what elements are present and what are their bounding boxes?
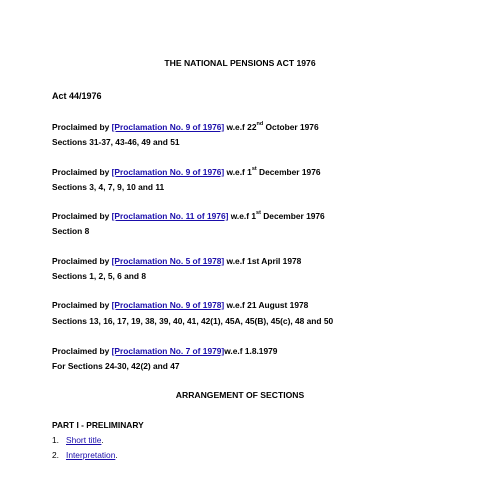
proclamation-prefix: Proclaimed by: [52, 300, 112, 310]
list-item: [52, 435, 104, 445]
proclamation-link[interactable]: [Proclamation No. 11 of 1976]: [111, 211, 229, 221]
proclamation-date: w.e.f 1.8.1979: [224, 346, 278, 356]
proclamation-date-rest: December 1976: [256, 167, 321, 177]
list-punct: .: [115, 450, 118, 460]
proclamation-line: [52, 122, 319, 132]
proclamation-date: w.e.f 1: [224, 167, 252, 177]
proclamation-line: [52, 300, 308, 310]
list-item: [52, 450, 118, 460]
proclamation-sections: Sections 31-37, 43-46, 49 and 51: [52, 137, 180, 147]
proclamation-link[interactable]: [Proclamation No. 5 of 1978]: [111, 256, 225, 266]
proclamation-link[interactable]: [Proclamation No. 9 of 1976]: [111, 122, 225, 132]
proclamation-prefix: Proclaimed by: [52, 211, 112, 221]
proclamation-link[interactable]: [Proclamation No. 7 of 1979]: [111, 346, 225, 356]
proclamation-prefix: Proclaimed by: [52, 122, 112, 132]
proclamation-line: [52, 211, 325, 221]
proclamation-sections: Sections 1, 2, 5, 6 and 8: [52, 271, 147, 281]
list-punct: .: [101, 435, 104, 445]
proclamation-sections: For Sections 24-30, 42(2) and 47: [52, 361, 180, 371]
part-heading: PART I - PRELIMINARY: [52, 420, 144, 430]
date-superscript: nd: [256, 121, 264, 127]
proclamation-date-rest: December 1976: [260, 211, 325, 221]
date-superscript: st: [256, 210, 261, 216]
proclamation-link[interactable]: [Proclamation No. 9 of 1978]: [111, 300, 225, 310]
act-number: Act 44/1976: [52, 91, 102, 101]
document-title: THE NATIONAL PENSIONS ACT 1976: [164, 58, 316, 68]
proclamation-line: [52, 256, 301, 266]
proclamation-date-rest: October 1976: [263, 122, 319, 132]
section-link-short-title[interactable]: Short title: [66, 435, 102, 445]
proclamation-date: w.e.f 22: [224, 122, 257, 132]
proclamation-sections: Section 8: [52, 226, 90, 236]
proclamation-sections: Sections 3, 4, 7, 9, 10 and 11: [52, 182, 165, 192]
proclamation-prefix: Proclaimed by: [52, 256, 112, 266]
proclamation-prefix: Proclaimed by: [52, 167, 112, 177]
proclamation-date: w.e.f 1: [228, 211, 257, 221]
date-superscript: st: [251, 166, 257, 172]
proclamation-date: w.e.f 21 August 1978: [224, 300, 309, 310]
list-number: 1.: [52, 435, 59, 445]
arrangement-heading: ARRANGEMENT OF SECTIONS: [175, 390, 305, 400]
proclamation-line: [52, 346, 277, 356]
proclamation-line: [52, 167, 321, 177]
proclamation-prefix: Proclaimed by: [52, 346, 112, 356]
proclamation-link[interactable]: [Proclamation No. 9 of 1976]: [111, 167, 225, 177]
proclamation-date: w.e.f 1st April 1978: [224, 256, 302, 266]
proclamation-sections: Sections 13, 16, 17, 19, 38, 39, 40, 41, 42(1), 45A, 45(B), 45(c), 48 and 50: [52, 316, 334, 326]
section-link-interpretation[interactable]: Interpretation: [66, 450, 116, 460]
list-number: 2.: [52, 450, 59, 460]
